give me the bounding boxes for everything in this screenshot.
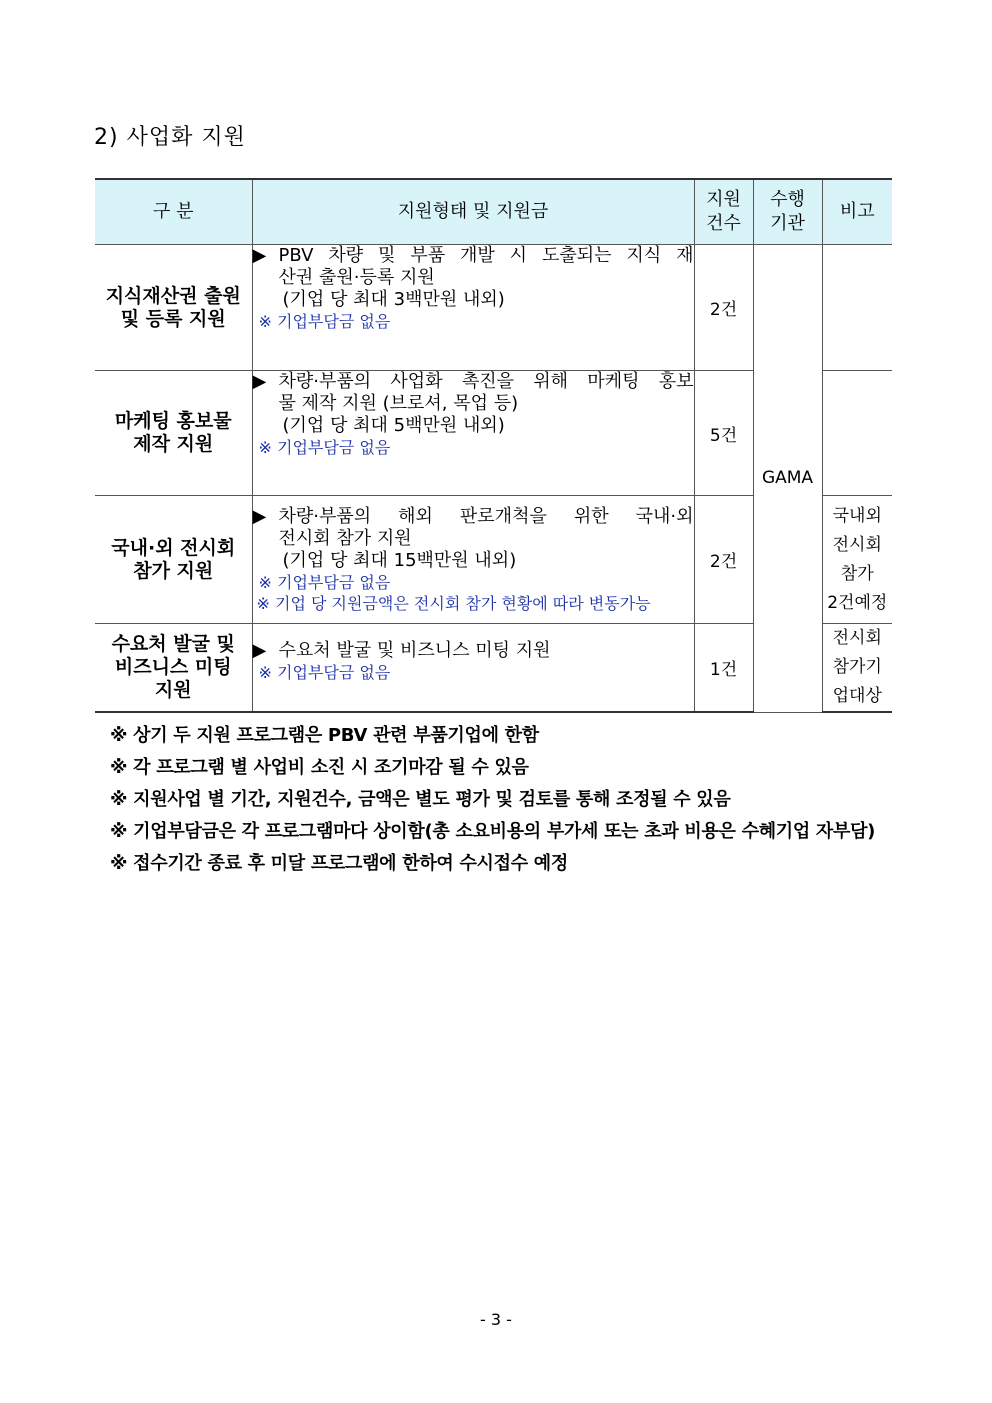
count-cell: 2건 (694, 496, 753, 624)
count-cell: 5건 (694, 371, 753, 496)
remarks-cell: 국내외 전시회 참가 2건예정 (822, 496, 892, 624)
category-cell: 지식재산권 출원 및 등록 지원 (95, 245, 252, 371)
category-cell: 마케팅 홍보물 제작 지원 (95, 371, 252, 496)
remarks-cell (822, 245, 892, 371)
header-category: 구 분 (95, 179, 252, 245)
table-header-row (95, 179, 892, 245)
bullet-arrow-icon: ▶ (252, 245, 267, 266)
remarks-cell (822, 371, 892, 496)
footnote-item: ※ 접수기간 종료 후 미달 프로그램에 한하여 수시접수 예정 (110, 853, 568, 874)
table-row (95, 245, 892, 371)
support-program-table (95, 178, 892, 713)
footnotes (110, 720, 875, 880)
header-org: 수행 기관 (753, 179, 822, 245)
description-cell: ▶ 차량·부품의 해외 판로개척을 위한 국내·외 전시회 참가 지원 (기업 당 최대 15백만원 내외) ※ 기업부담금 없음 ※ 기업 당 지원금액은 전시회 참가 현황에 따라 변동가능 (252, 496, 694, 624)
bullet-arrow-icon: ▶ (252, 640, 267, 661)
note-text: ※ 기업부담금 없음 (258, 312, 391, 331)
category-cell: 수요처 발굴 및 비즈니스 미팅 지원 (95, 624, 252, 713)
description-cell: ▶ PBV 차량 및 부품 개발 시 도출되는 지식 재 산권 출원·등록 지원 (기업 당 최대 3백만원 내외) ※ 기업부담금 없음 (252, 245, 694, 371)
count-cell: 2건 (694, 245, 753, 371)
footnote-item: ※ 기업부담금은 각 프로그램마다 상이함(총 소요비용의 부가세 또는 초과 비용은 수혜기업 자부담) (110, 821, 876, 842)
count-cell: 1건 (694, 624, 753, 713)
header-support: 지원형태 및 지원금 (252, 179, 694, 245)
note-text: ※ 기업부담금 없음 (258, 663, 391, 682)
description-cell: ▶ 차량·부품의 사업화 촉진을 위해 마케팅 홍보 물 제작 지원 (브로셔, 목업 등) (기업 당 최대 5백만원 내외) ※ 기업부담금 없음 (252, 371, 694, 496)
footnote-item: ※ 지원사업 별 기간, 지원건수, 금액은 별도 평가 및 검토를 통해 조정될 수 있음 (110, 789, 731, 810)
note-text: ※ 기업 당 지원금액은 전시회 참가 현황에 따라 변동가능 (256, 594, 651, 613)
note-text: ※ 기업부담금 없음 (258, 438, 391, 457)
description-cell: ▶ 수요처 발굴 및 비즈니스 미팅 지원 ※ 기업부담금 없음 (252, 624, 694, 713)
section-title: 2) 사업화 지원 (94, 125, 246, 150)
header-remarks: 비고 (822, 179, 892, 245)
bullet-arrow-icon: ▶ (252, 371, 267, 392)
footnote-item: ※ 상기 두 지원 프로그램은 PBV 관련 부품기업에 한함 (110, 725, 539, 746)
bullet-arrow-icon: ▶ (252, 506, 267, 527)
page-number: - 3 - (480, 1310, 512, 1329)
remarks-cell: 전시회 참가기 업대상 (822, 624, 892, 713)
footnote-item: ※ 각 프로그램 별 사업비 소진 시 조기마감 될 수 있음 (110, 757, 529, 778)
org-cell: GAMA (753, 245, 822, 713)
header-count: 지원 건수 (694, 179, 753, 245)
note-text: ※ 기업부담금 없음 (258, 573, 391, 592)
category-cell: 국내·외 전시회 참가 지원 (95, 496, 252, 624)
